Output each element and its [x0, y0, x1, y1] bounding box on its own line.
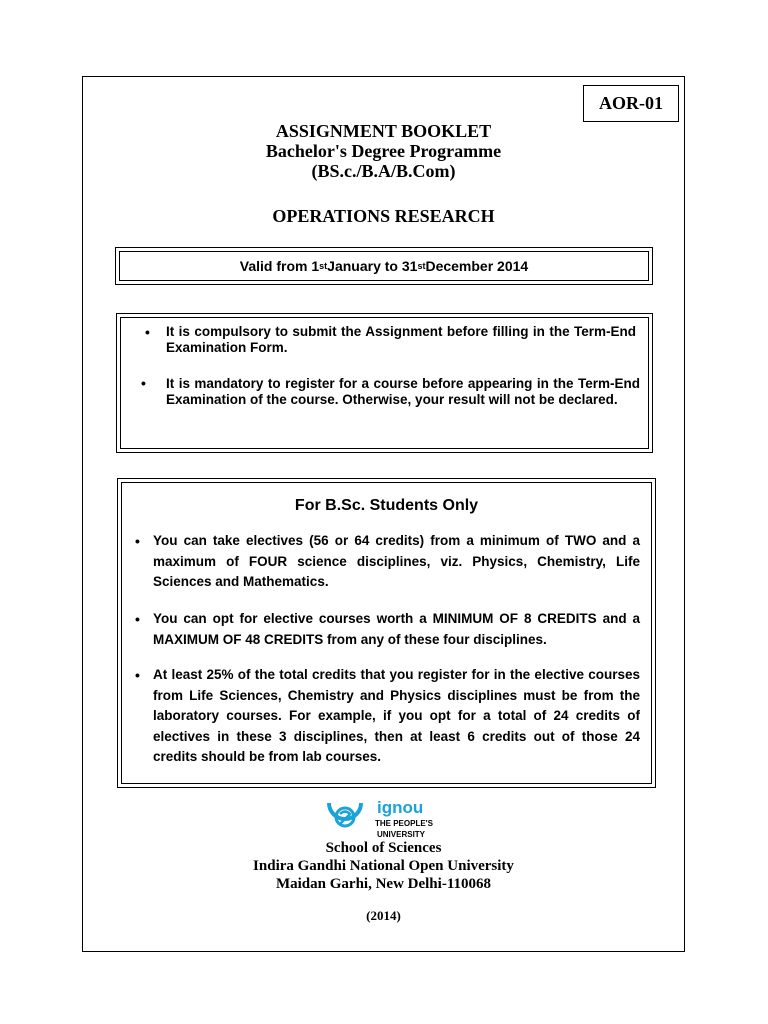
bullet-icon: • [135, 667, 140, 683]
validity-text: Valid from 1 st January to 31 st December 2014 [119, 251, 649, 281]
university-name: Indira Gandhi National Open University [253, 858, 514, 874]
logo-name: ignou [377, 798, 424, 817]
bsc-item: You can opt for elective courses worth a MINIMUM OF 8 CREDITS and a MAXIMUM OF 48 CREDITS from any of these four disciplines. [153, 611, 640, 647]
bullet-icon: • [145, 324, 150, 340]
bullet-icon: • [141, 375, 146, 391]
booklet-title: ASSIGNMENT BOOKLET [275, 121, 492, 141]
bullet-icon: • [135, 611, 140, 627]
degree-list: (BS.c./B.A/B.Com) [311, 161, 456, 181]
booklet-year: (2014) [366, 908, 401, 923]
programme-name: Bachelor's Degree Programme [265, 141, 502, 161]
assignment-code: AOR-01 [599, 93, 663, 113]
course-title: OPERATIONS RESEARCH [272, 206, 495, 226]
notice-item: It is mandatory to register for a course before appearing in the Term-End Examination of the course. Otherwise, your result will not be declared. [166, 376, 640, 407]
bsc-students-box [117, 478, 656, 788]
university-address: Maidan Garhi, New Delhi-110068 [275, 876, 491, 892]
logo-tagline-2: UNIVERSITY [377, 830, 426, 839]
bsc-item: You can take electives (56 or 64 credits) from a minimum of TWO and a maximum of FOUR science disciplines, viz. Physics, Chemistry, Life Sciences and Mathematics. [153, 533, 640, 589]
logo-tagline-1: THE PEOPLE'S [375, 819, 433, 828]
school-name: School of Sciences [325, 840, 442, 856]
notice-item: It is compulsory to submit the Assignment before filling in the Term-End Examination Form. [166, 324, 636, 355]
ignou-emblem-icon [329, 803, 361, 826]
bsc-item: At least 25% of the total credits that you register for in the elective courses from Life Sciences, Chemistry and Physics disciplines must be from the laboratory courses. For example, if you opt for a total of 24 credits of electives in these 3 disciplines, then at least 6 credits out of those 24 credits should be from lab courses. [153, 667, 640, 764]
bullet-icon: • [135, 533, 140, 549]
validity-box [115, 247, 653, 285]
bsc-title: For B.Sc. Students Only [294, 497, 479, 514]
notice-box [116, 313, 653, 453]
ignou-logo [325, 797, 443, 841]
assignment-code-box [583, 85, 679, 122]
